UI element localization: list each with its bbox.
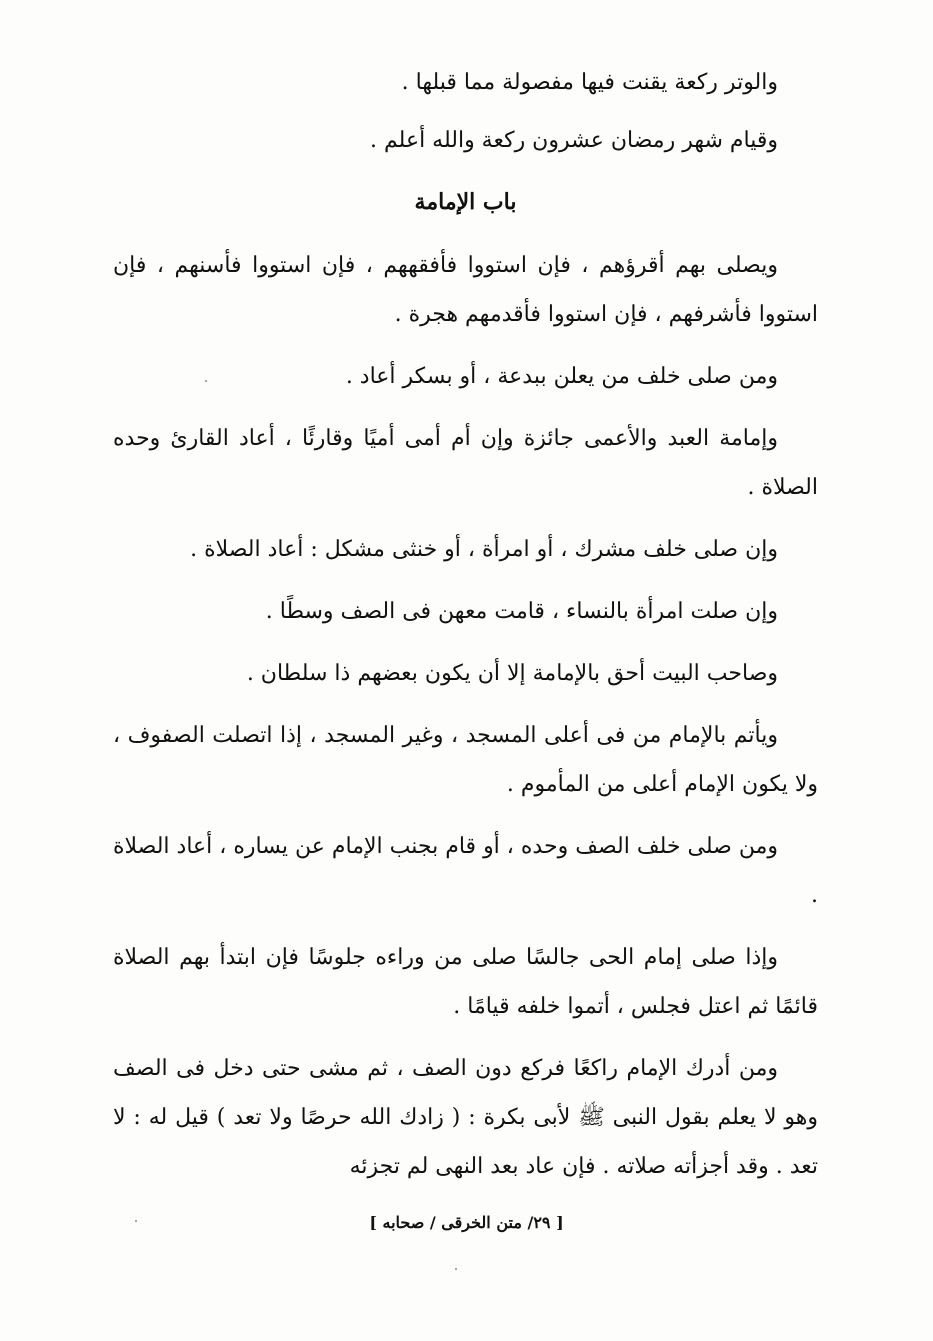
paragraph-imam-order: ويصلى بهم أقرؤهم ، فإن استووا فأفقههم ، فإن استووا فأسنهم ، فإن استووا فأشرفهم ، فإن استووا فأقدمهم هجرة . <box>113 253 818 327</box>
paragraph-alone-behind: ومن صلى خلف الصف وحده ، أو قام بجنب الإمام عن يساره ، أعاد الصلاة . <box>113 834 818 908</box>
main-text <box>113 58 818 1204</box>
scan-speck <box>205 380 207 382</box>
paragraph-house-owner: وصاحب البيت أحق بالإمامة إلا أن يكون بعضهم ذا سلطان . <box>246 661 778 686</box>
page-footer: [ ٢٩/ متن الخرقى / صحابه ] <box>369 1213 564 1232</box>
paragraph-woman-imam: وإن صلت امرأة بالنساء ، قامت معهن فى الصف وسطًا . <box>265 599 778 624</box>
paragraph-slave-blind: وإمامة العبد والأعمى جائزة وإن أم أمى أميًا وقارئًا ، أعاد القارئ وحده الصلاة . <box>113 426 818 500</box>
paragraph-ramadan: وقيام شهر رمضان عشرون ركعة والله أعلم . <box>370 128 778 153</box>
paragraph-witr: والوتر ركعة يقنت فيها مفصولة مما قبلها . <box>401 70 778 95</box>
scan-speck <box>135 1220 137 1222</box>
paragraph-bidah: ومن صلى خلف من يعلن ببدعة ، أو بسكر أعاد . <box>345 364 778 389</box>
paragraph-mushrik: وإن صلى خلف مشرك ، أو امرأة ، أو خنثى مشكل : أعاد الصلاة . <box>190 537 778 562</box>
paragraph-sitting-imam: وإذا صلى إمام الحى جالسًا صلى من وراءه جلوسًا فإن ابتدأ بهم الصلاة قائمًا ثم اعتل فجلس ، أتموا خلفه قيامًا . <box>113 945 818 1019</box>
section-heading: باب الإمامة <box>414 189 517 215</box>
paragraph-following: ويأتم بالإمام من فى أعلى المسجد ، وغير المسجد ، إذا اتصلت الصفوف ، ولا يكون الإمام أعلى من المأموم . <box>113 723 818 797</box>
scan-speck <box>455 1268 457 1270</box>
paragraph-ruku: ومن أدرك الإمام راكعًا فركع دون الصف ، ثم مشى حتى دخل فى الصف وهو لا يعلم بقول النبى ﷺ لأبى بكرة : ( زادك الله حرصًا ولا تعد ) قيل له : لا تعد . وقد أجزأته صلاته . فإن عاد بعد النهى لم تجزئه <box>113 1056 818 1179</box>
